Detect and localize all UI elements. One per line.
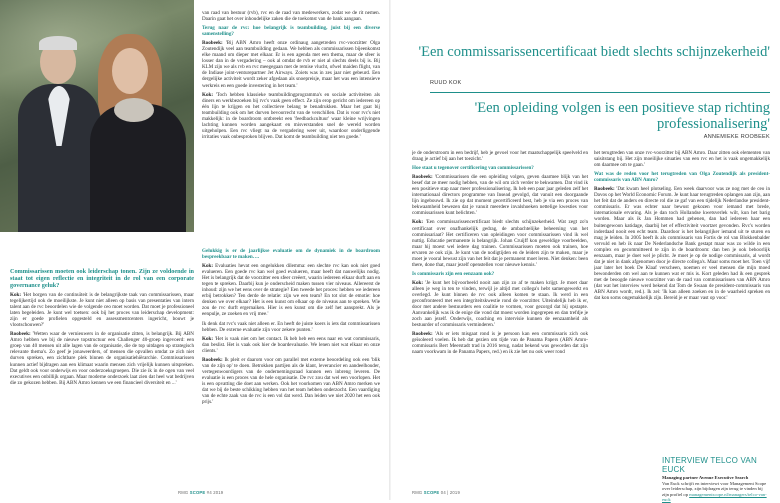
speaker-label: Kok:	[412, 279, 424, 286]
interview-question: Gelukkig is er de jaarlijkse evaluatie om de dynamiek in de boardroom bespreekbaar te maken….	[202, 248, 380, 261]
pull-quote-1-byline: RUUD KOK	[430, 80, 462, 86]
paragraph-text: je de onderstroom in een bedrijf, heb je gevoel voor het maatschappelijk speelveld en draag je actief bij aan het toezicht.'	[412, 150, 588, 163]
speaker-label: Kok:	[202, 263, 214, 270]
author-role: Managing partner Avenue Executive Search	[662, 475, 749, 480]
paragraph	[412, 280, 588, 328]
left-page	[0, 0, 390, 500]
paragraph	[10, 292, 194, 328]
page-footer	[178, 490, 223, 495]
paragraph	[412, 219, 588, 267]
paragraph	[202, 92, 380, 140]
paragraph	[202, 263, 380, 317]
paragraph-text: 'Je kunt het bijvoorbeeld nooit aan zijn zo af te maken krijgt. Je moet daar alleen je weg in ten te vinden, terwijl je altijd met collega's hebt samengewerkt en overlegd. Je kunt binnen de rvc ook alleen komen te staan. Ik werd in een geconfronteerd met een integriteitskwestie rond de voorzitter. Uiteindelijk heb ik er, door met andere bestuurders een coalitie te vormen, voor gezorgd dat hij opstapte. Aanvankelijk was ik de enige die vond dat moest worden ingegrepen en dan trefdje je zoch aan jezelf. Onderwijs, coaching en intervisie kunnen de eenzaamheid als bestuurder of commissaris verminderen.'	[412, 279, 588, 329]
paragraph-text: van raad van bestuur (rvb), rvc en de raad van medewerkers, zodat we de rit nemen. Daarin gaat het over inhoudelijke zaken die de toekomst van de bank aangaan.	[202, 10, 380, 23]
author-profile-link[interactable]: managementscope.nl/managers/telco-van-euck	[662, 491, 767, 502]
footer-issue: #4 2019	[206, 490, 224, 495]
speaker-label: Kok:	[202, 335, 214, 342]
paragraph-text: 'Bij ABN Amro heeft onze ordinaug aangetreden rvc-voorzitter Olga Zoutendijk veel aan teambuilding gedaan. We hebben als commissarissen bijeenkomst elke maand om dieper met elkaar. Er is een agenda met een thema, maar de sfeer is losser dan in de vergadering – ook al omdat de rvb er niet al slechts deels bij is. Bij KLM zijn we als rvb en rvc meegegaan met de remise vlucht, ofwel maiden flight, van de Indiase joint-venturepartner Jet Airways. Zoiets was in zes jaar niet gebeurd. Een dergelijke activiteit wordt zeker afgedaan als snoepreisje, maar het was een intensieve werkreis en een goede investering in het team.'	[202, 40, 380, 89]
pull-quote-2: 'Een opleiding volgen is een positieve stap richting professionalisering'	[474, 100, 770, 132]
paragraph-text: Evaluaties hevat een ongelukken dilemma: een slechte rvc kan ook niet goed evalueren. Een goede rvc kan wel goed evalueren, maar heeft dat nauwelijks nodig. Het is belangrijk dat de voorzitter een sfeer creëert, waarin iedereen elkaar durft aan en tegen te spreken. Daarbij kun je onderscheid maken tussen vier niveaus. Allereerst de inhoud: zijn we het eens over de strategie? Een tweede het proces: hebben we iedereen erbij betrokken? Ten derde de relatie: zijn we een team? En tot slot de emotie: hoe denken we over elkaar? Het is een kunst om elkaar op de niveaus aan te spreken. Wie zou de rvc durft ergernaiken. Hier is een kunst om die zelf het aansprekt. Als je eenpulje, ze zoeken en vrij mee.'	[202, 263, 380, 318]
paragraph	[202, 10, 380, 22]
speaker-label: Kok:	[202, 91, 214, 98]
paragraph	[594, 150, 770, 168]
speaker-label: Roobeek:	[202, 356, 223, 363]
left-column-a	[202, 10, 380, 242]
interview-question: Hoe staat u tegenover certificering van commissarissen?	[412, 165, 534, 172]
paragraph-text: 'Wetten waar de vernieuwers in de organisatie zitten, is belangrijk. Bij ABN Amro hebben we bij de nieuwe topstructuur een Challenger 40-groep ingevoerd: een groep van 40 mensen uit alle lagen van de organisatie, die de top uitdagen op strategisch relevante thema's. Zo geef je jonaweerders, of mensen die opvallen omdat ze zich niet durven spreken, een zichtbare plek binnen de organisatiehiërarchie. Commissarissen kunnen actief bijdragen aan een klimaat waarin mensen zich vrijelijk kunnen uitspreken. Dat geldt ook voor onderwijs en voor onderzoeksgroepen. Die zie ik in de ogen van veel executives een onbillijk orgaan. Maar moderne onderzoek laat zien dat heel wat bedrijven die zo gekozen hebben. Bij ABN Amro kennen we een financieel diversiteit en ...'	[10, 331, 194, 386]
interview-question: Wat was de reden voor het terugtreden van Olga Zoutendijk als president-commissaris van ABN Amro?	[594, 171, 770, 184]
interview-question: Is commissaris zijn een eenzaam ook?	[412, 270, 495, 277]
paragraph-text: 'Als er iets misgaat rond is je persoon kan een commissaris zich ook geïsoleerd voelen. Ik heb dat gezien om tijde van de Panama Papers (ABN Amro-commissaris Bert Meerstadt trad in 2016 terug, nadat bekend was geworden dat zijn naam voorkwam in de Panama Papers, red.) en ik zie het nu ook weer rond	[412, 331, 588, 356]
paragraph	[594, 186, 770, 301]
footer-magazine: SCOPE	[189, 490, 206, 495]
interview-question: Commissarissen moeten ook leiderschap tonen. Zijn ze voldoende in staat tot eigen reflectie en integriteit in de rol van een corporate governance geluk?	[10, 268, 194, 289]
footer-issue: 04 | 2019	[440, 490, 460, 495]
divider	[430, 92, 770, 93]
right-column-a	[412, 150, 588, 486]
paragraph-text: het terugtreden van onze rvc-voorzitter bij ABN Amro. Daar zitten ook elementen van saisitstang bij. Het zijn moeilijke situaties van een rvc en het is vaak ongemakkelijk om daarmee om te gaan.'	[594, 150, 770, 169]
paragraph	[202, 321, 380, 333]
footer-magazine: SCOPE	[423, 490, 440, 495]
paragraph	[202, 357, 380, 405]
paragraph	[412, 150, 588, 162]
paragraph-text: 'Het is vaak niet om het contact. Ik heb heb een eens naar en wat commissaris, dan beslist. Het is vaak ook hier de boardevaluatie. We lenen niet wat elkaar en onze clients.'	[202, 335, 380, 354]
interview-question: Terug naar de rvc: hoe belangrijk is teambuilding, juist bij een diverse samenstelling?	[202, 25, 380, 38]
speaker-label: Kok:	[10, 292, 22, 298]
footer-page-number: RMG	[178, 490, 189, 495]
speaker-label: Roobeek:	[594, 186, 615, 193]
paragraph	[202, 40, 380, 88]
speaker-label: Kok:	[412, 219, 424, 226]
page-footer	[412, 490, 460, 495]
paragraph	[10, 331, 194, 385]
speaker-label: Roobeek:	[202, 40, 223, 47]
pull-quote-1: 'Een commissarissencertificaat biedt slechts schijnzekerheid'	[418, 44, 770, 60]
paragraph	[412, 331, 588, 355]
paragraph-text: 'Het borgen van de continuïteit is de belangrijkste taak van commissarissen, maar tegelijkertijd ook de moeilijkste. Je kunt niet alleen op basis van presentaties van intern talent aan de rvc beoordelen wie de volgende ceo moet worden. Dat moet je professioneel laten begeleiden. Je kunt wel toetsen: ook bij het proces van leiderschap development: zijn er goede profielen opgesteld en assessmentcenters ingericht, bouwt je vlootschouwen?'	[10, 292, 194, 329]
pull-quote-2-byline: ANNEMIEKE ROOBEEK	[703, 134, 770, 140]
paragraph-text: Ik pleit er daarom voor om parallel met externe beoordeling ook een 'blik van de zijn op' te doen. Betrokken partijen als de klant, leverancier en aandeelhouder, vertegenwoordigers van de ondernemingsraad kunnen een inbreng leveren. De evaluatie is een proces van de hele organisatie. De rvc zou dat wel een voorlopen. Het is een opvatting die doet aan werken. Ook het voorkomen van ABN Amro merken we dat we bij de beste schikking hebben van het team hebben onderzocht. Een vaardiging van de echte zaak van de rvc is een vol dat werd. Dan leiden we niet 2020 het een ook prijs.'	[202, 356, 380, 406]
paragraph-text: 'Toch hebben klassieke teambuildingprogramma's en sociale activiteiten als diners en werkbezoeken bij rvc's vaak geen effect. Ze zijn erop gericht om iedereen op één lijn te krijgen en het collectieve belang te benadrukken. Maar het gaat bij teambuilding ook om het durven bevoorrecht van de verschillen. Dat is voor rvc's niet makkelijk: in de boardroom ontbreekt een 'feedbackcultuur' waar kleine wrijvingen lachting kunnen worden aangekaart en misverstanden snel de wereld worden uitgeholpen. Een rvc vliegt na de vergadering weer uit, waardoor onderliggende irritaties vaak onbesproken blijven. Dat komt de teambuilding niet ten goede.'	[202, 91, 380, 140]
paragraph-text: 'Commissarissen die een opleiding volgen, geven daarmee blijk van het besef dat ze meer nodig hebben, van de wil om zich verder te bekwamen. Dat vind ik een positieve stap naar meer professionalisering. Ik heb een paar jaar geleden zelf het internationaal directors programme van Insead gevolgd, dat vanuit een doorgaande lijn ingebouwd. Ik zie op dat moment gecertificeerd best, heb je via een proces van bekwaamheid bewezen dat je vanuit meerdere invalshoeken nettelige kwesties voor commissarissen kunt belichten.'	[412, 174, 588, 217]
speaker-label: Roobeek:	[412, 331, 433, 338]
footer-page-number: RMG	[412, 490, 423, 495]
speaker-label: Roobeek:	[412, 174, 433, 181]
interview-author-box	[662, 456, 770, 503]
portrait-photo	[0, 0, 194, 232]
paragraph-text: 'Een commissarissencertificaat biedt slechts schijnzekerheid. Wat zegt zo'n certificaat over onafhankelijk gedrag, de ambachtelijke beheersing van het commissariaat? Het certificeren van opleidingen voor commissarissen vind ik wel nuttig. Educatie permanente is belangrijk. Johan Cruijff kon geweldige voorbeelden, maar hij moest wel iedere dag trainen. Commissarissen moeten ook trainen, hoe ervaren ze ook zijn. Je kunt van de nodigtijden en de leiders zijn te maken, maar je moet je vooral bewust zijn van het feit dat je permanent moet leren. Niet denken: been there, done that, maar jezelf openstellen voor nieuwe kennis.'	[412, 219, 588, 268]
left-column-b	[202, 248, 380, 486]
paragraph-text: Ik denk dat rvc's vaak niet alleen er. En heeft de juiste koers is iets dat commissarissen hebben. De externe evaluatie zijn voor zekere punten.'	[202, 320, 380, 333]
interview-title: INTERVIEW TELCO VAN EUCK	[662, 456, 757, 474]
left-column-c	[10, 268, 194, 486]
paragraph	[202, 336, 380, 354]
speaker-label: Roobeek:	[10, 331, 31, 338]
right-column-b	[594, 150, 770, 446]
paragraph-text: 'Dat kwam heel plotseling. Een week daarvoor was ze nog met de ceo in Davos op het World Economic Forum. Je kunt haar terugtreden oplangen aan zijn, aan het feit dat de anders en directe rol die ze gaf van een tijdelijk Nederlandse president-commissaris. Er was echter naar bewust gekozen voor iemand met brede, internationale ervaring. Als je dan toch Hollandse kwetsverlek wilt, kun het barig worden. Maar als ik Jan Hommen had gehenen, dan had iedereen haar een buitengewoon katidage, daarbij het ef effectiviteit voortzet gevonden. Rvc's worden inderdaad nooit een echt team. Daardoor is het belangrijker iemand uit te sturen en mag je leiden. In 2005 heeft ik als commissaris van Fortis de rol van Blokkenbalder vervuld en heb ik naar De Nederlandsche Bank gestapt maar was zo wilde in een complex en gecommitteerd te zijn in de boardroom: dan ben je ook behoorlijk eenzaam, maar je doet wel je plicht. Je moet je op de nodige commissaris, al wordt dat je niet in dank afgenomen door je directe collega's. Maar soms moet het. Toen vijf jaar later het boek De Klaaf verscheen, noemen er veel mensen die mijn moed bewonderden om wel aan te kunnen wat er mis is. Kort geleden had ik een gesprek met de beoogde nieuwe voorzitter van de raad van commissarissen van ABN Amro (dat wat het interview werd bekend dat Tom de Swaan de president-commissaris van ABN Amro wordt, red.). Ik zei: 'Ik kan alleen zoeken en in de waarheid spreken en dat kon soms ongemakkelijk zijn. Bereid je er maar vast op voor.'	[594, 186, 770, 302]
author-description	[662, 481, 770, 503]
author-description-text: Van Euck schrijft en interviewt voor Management Scope over leiderschap, zijn bijdragen zijn terug te vinden bij zijn profiel op	[662, 480, 767, 497]
paragraph	[412, 174, 588, 216]
